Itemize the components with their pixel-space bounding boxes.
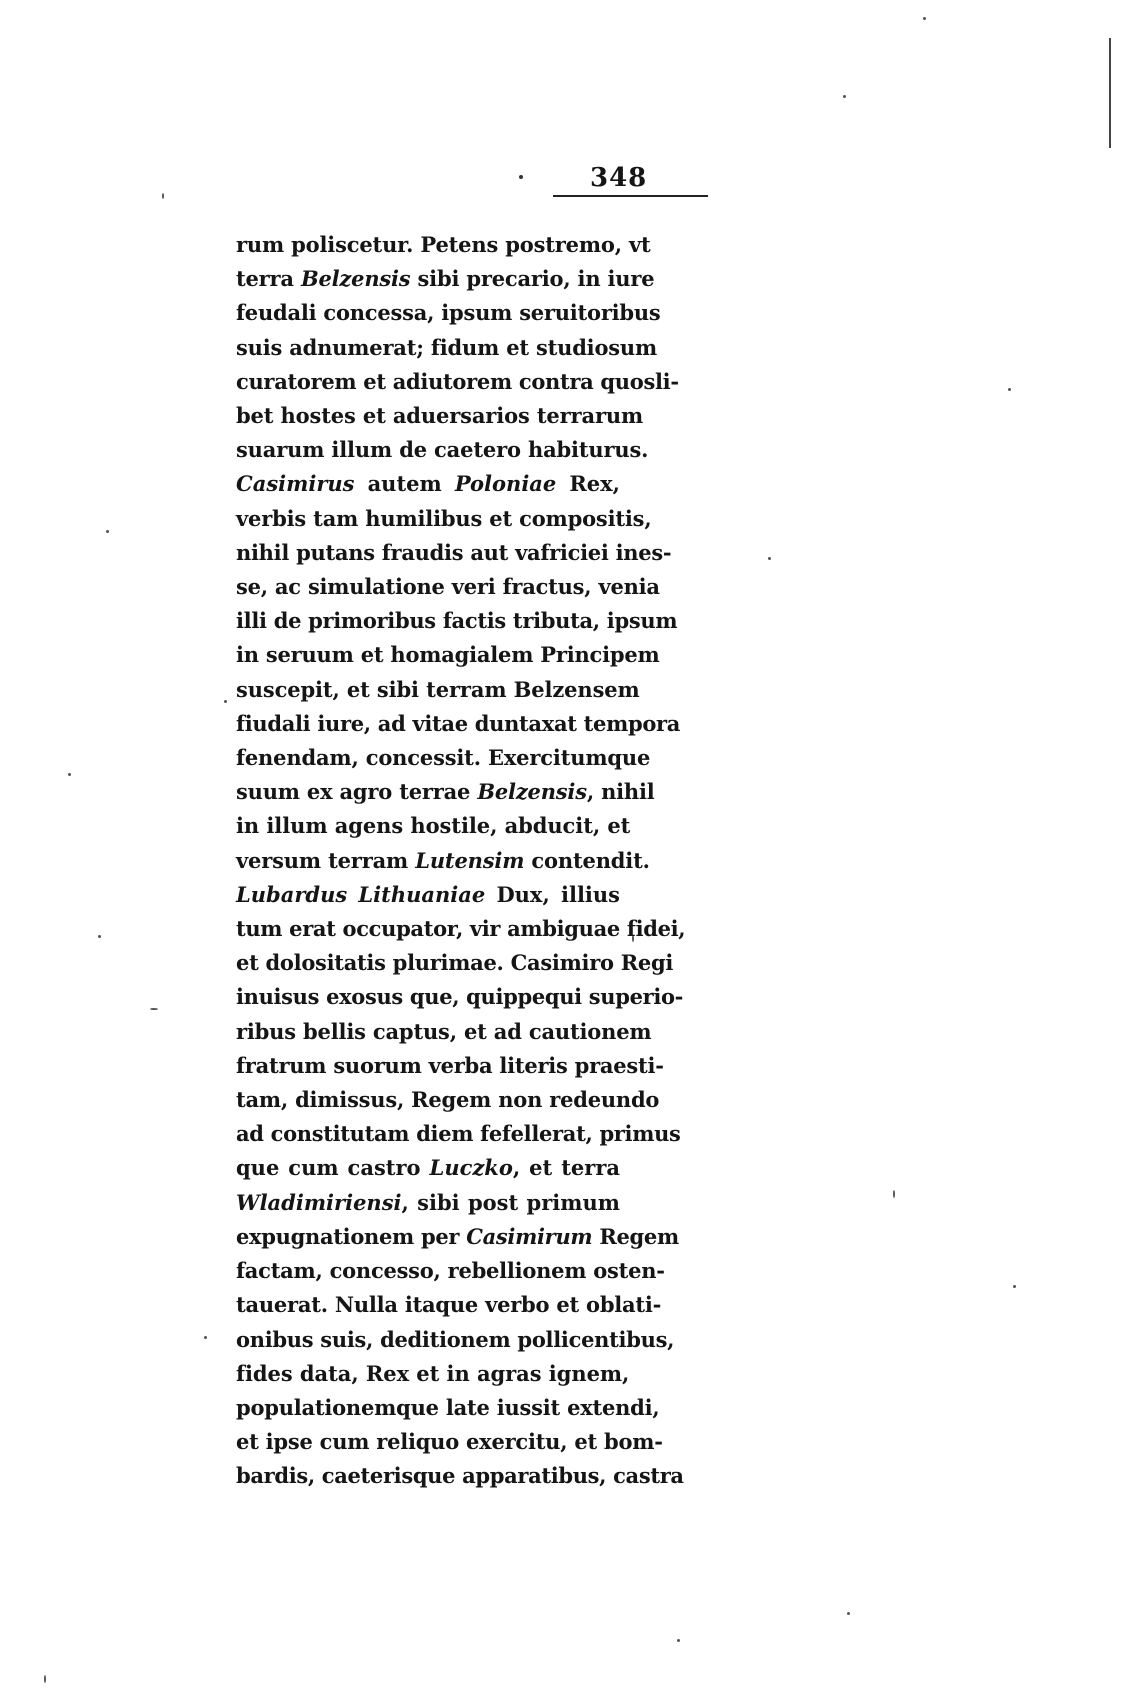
scan-speck — [768, 557, 771, 560]
text-line — [236, 604, 678, 638]
italic-segment: Belzensis — [477, 779, 587, 805]
text-segment: , nihil — [586, 779, 655, 805]
text-segment: suum ex agro terrae — [236, 779, 478, 805]
text-line — [236, 262, 655, 296]
text-segment: tam, dimissus, Regem non redeundo — [236, 1087, 660, 1113]
scan-speck — [162, 193, 164, 199]
text-segment: et dolositatis plurimae. Casimiro Regi — [236, 950, 674, 976]
margin-line — [1109, 38, 1111, 148]
text-segment: que cum castro — [236, 1155, 430, 1181]
text-segment: sibi precario, in iure — [410, 266, 655, 292]
scan-speck — [843, 95, 846, 98]
scan-speck — [893, 1190, 895, 1198]
scan-speck — [68, 773, 71, 776]
text-line — [236, 775, 655, 809]
scan-speck — [677, 1639, 680, 1642]
italic-segment: Belzensis — [300, 266, 411, 292]
text-segment: verbis tam humilibus et compositis, — [236, 505, 652, 531]
scan-speck — [1008, 388, 1011, 391]
text-segment: tauerat. Nulla itaque verbo et oblati- — [236, 1292, 662, 1318]
text-line — [236, 946, 674, 980]
text-segment: fiudali iure, ad vitae duntaxat tempora — [236, 710, 681, 736]
italic-segment: Poloniae — [454, 471, 557, 497]
text-line — [236, 741, 651, 775]
text-segment: feudali concessa, ipsum seruitoribus — [236, 300, 661, 326]
text-segment: bardis, caeterisque apparatibus, castra — [236, 1463, 684, 1489]
text-line — [236, 878, 620, 912]
text-segment: factam, concesso, rebellionem osten- — [236, 1258, 665, 1284]
text-segment: onibus suis, deditionem pollicentibus, — [236, 1326, 675, 1352]
text-line — [236, 467, 620, 501]
text-line — [236, 1186, 620, 1220]
text-line — [236, 331, 657, 365]
text-segment: se, ac simulatione veri fractus, venia — [236, 574, 660, 600]
italic-segment: Lithuaniae — [358, 881, 486, 907]
text-line — [236, 536, 672, 570]
text-line — [236, 1357, 630, 1391]
text-segment: populationemque late iussit extendi, — [236, 1394, 660, 1420]
text-segment: bet hostes et aduersarios terrarum — [236, 403, 644, 429]
body-text — [236, 228, 686, 1494]
text-line — [236, 707, 681, 741]
text-line — [236, 502, 652, 536]
text-segment: terra — [236, 266, 301, 292]
scan-speck — [106, 530, 109, 533]
text-line — [236, 673, 640, 707]
scan-speck — [923, 17, 926, 20]
text-line — [236, 1117, 681, 1151]
italic-segment: Lubardus — [236, 881, 348, 907]
text-line — [236, 980, 684, 1014]
text-segment: suis adnumerat; fidum et studiosum — [236, 334, 657, 360]
text-line — [236, 1083, 660, 1117]
text-segment: suarum illum de caetero habiturus. — [236, 437, 649, 463]
scan-speck — [204, 1336, 207, 1339]
text-segment — [347, 882, 358, 907]
text-line — [236, 1425, 663, 1459]
text-segment: contendit. — [524, 847, 650, 873]
text-segment: rum poliscetur. Petens postremo, vt — [236, 232, 651, 257]
italic-segment: Wladimiriensi — [236, 1189, 402, 1215]
text-line — [236, 638, 660, 672]
text-line — [236, 1254, 665, 1288]
text-segment: autem — [354, 471, 455, 497]
italic-segment: Casimirum — [466, 1223, 593, 1249]
text-line — [236, 1459, 684, 1493]
text-segment: ribus bellis captus, et ad cautionem — [236, 1018, 652, 1044]
scan-speck — [1013, 1285, 1016, 1288]
scan-speck — [150, 1008, 158, 1010]
text-line — [236, 809, 631, 843]
text-segment: versum terram — [236, 847, 416, 873]
text-segment: Rex, — [556, 471, 620, 497]
italic-segment: Casimirus — [236, 471, 355, 497]
text-segment: Dux, illius — [485, 881, 620, 907]
text-segment: ad constitutam diem fefellerat, primus — [236, 1121, 681, 1147]
text-segment: nihil putans fraudis aut vafriciei ines- — [236, 539, 672, 565]
scan-speck — [847, 1612, 850, 1615]
scan-speck — [224, 700, 227, 703]
text-line — [236, 1220, 679, 1254]
text-line — [236, 912, 686, 946]
italic-segment: Lutensim — [415, 847, 525, 873]
text-segment: , sibi post primum — [401, 1189, 620, 1215]
text-line — [236, 570, 660, 604]
text-line — [236, 228, 651, 262]
text-line — [236, 1288, 662, 1322]
text-segment: , et terra — [512, 1155, 620, 1181]
text-segment: expugnationem per — [236, 1223, 467, 1249]
text-segment: inuisus exosus que, quippequi superio- — [236, 984, 684, 1010]
text-segment: suscepit, et sibi terram Belzensem — [236, 676, 640, 702]
text-line — [236, 296, 661, 330]
text-line — [236, 1049, 664, 1083]
text-segment: Regem — [592, 1223, 679, 1249]
text-segment: illi de primoribus factis tributa, ipsum — [236, 608, 678, 634]
text-line — [236, 365, 679, 399]
text-line — [236, 1391, 660, 1425]
text-segment: in seruum et homagialem Principem — [236, 642, 660, 668]
text-line — [236, 1323, 675, 1357]
text-line — [236, 1151, 620, 1185]
text-segment: fratrum suorum verba literis praesti- — [236, 1052, 664, 1078]
text-segment: tum erat occupator, vir ambiguae fidei, — [236, 916, 686, 942]
italic-segment: Luczko — [429, 1155, 513, 1181]
scan-speck — [98, 935, 101, 938]
text-segment: fenendam, concessit. Exercitumque — [236, 745, 651, 771]
text-segment: fides data, Rex et in agras ignem, — [236, 1360, 630, 1386]
text-line — [236, 844, 650, 878]
text-segment: et ipse cum reliquo exercitu, et bom- — [236, 1429, 663, 1455]
text-segment: curatorem et adiutorem contra quosli- — [236, 368, 679, 394]
text-segment: in illum agens hostile, abducit, et — [236, 813, 631, 839]
text-line — [236, 433, 649, 467]
text-line — [236, 1015, 652, 1049]
page-number: 348 — [590, 163, 648, 193]
text-line — [236, 399, 644, 433]
header-rule — [553, 195, 708, 197]
header-dot — [519, 175, 523, 179]
scan-speck — [44, 1675, 46, 1683]
